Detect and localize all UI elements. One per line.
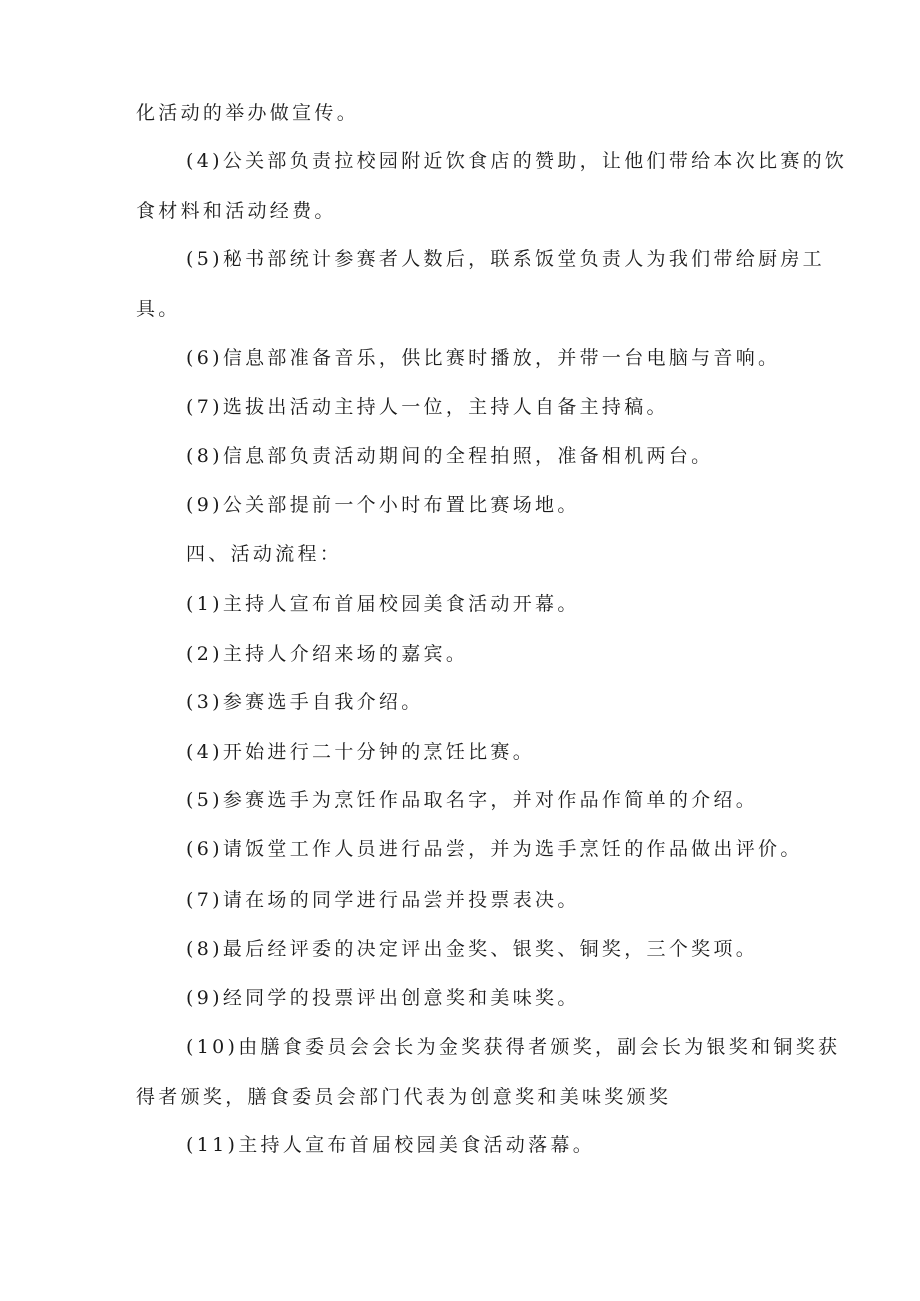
text-line: (6)请饭堂工作人员进行品尝，并为选手烹饪的作品做出评价。 (186, 838, 803, 860)
text-line: (11)主持人宣布首届校园美食活动落幕。 (186, 1134, 596, 1156)
text-line: (10)由膳食委员会会长为金奖获得者颁奖，副会长为银奖和铜奖获 (186, 1036, 841, 1058)
text-line: (9)经同学的投票评出创意奖和美味奖。 (186, 987, 580, 1009)
text-line: 得者颁奖，膳食委员会部门代表为创意奖和美味奖颁奖 (136, 1086, 672, 1108)
text-line: (8)信息部负责活动期间的全程拍照，准备相机两台。 (186, 445, 714, 467)
section-heading: 四、活动流程： (186, 543, 343, 565)
text-line: (1)主持人宣布首届校园美食活动开幕。 (186, 593, 580, 615)
text-line: (8)最后经评委的决定评出金奖、银奖、铜奖，三个奖项。 (186, 938, 759, 960)
text-line: (6)信息部准备音乐，供比赛时播放，并带一台电脑与音响。 (186, 347, 781, 369)
text-line: 食材料和活动经费。 (136, 200, 337, 222)
text-line: 化活动的举办做宣传。 (136, 102, 360, 124)
text-line: (3)参赛选手自我介绍。 (186, 691, 424, 713)
text-line: (9)公关部提前一个小时布置比赛场地。 (186, 494, 580, 516)
text-line: (5)参赛选手为烹饪作品取名字，并对作品作简单的介绍。 (186, 789, 759, 811)
text-line: (2)主持人介绍来场的嘉宾。 (186, 643, 469, 665)
text-line: (7)选拔出活动主持人一位，主持人自备主持稿。 (186, 396, 669, 418)
text-line: (5)秘书部统计参赛者人数后，联系饭堂负责人为我们带给厨房工 (186, 248, 825, 270)
text-line: 具。 (136, 298, 181, 320)
text-line: (4)开始进行二十分钟的烹饪比赛。 (186, 741, 536, 763)
text-line: (4)公关部负责拉校园附近饮食店的赞助，让他们带给本次比赛的饮 (186, 150, 848, 172)
text-line: (7)请在场的同学进行品尝并投票表决。 (186, 889, 580, 911)
